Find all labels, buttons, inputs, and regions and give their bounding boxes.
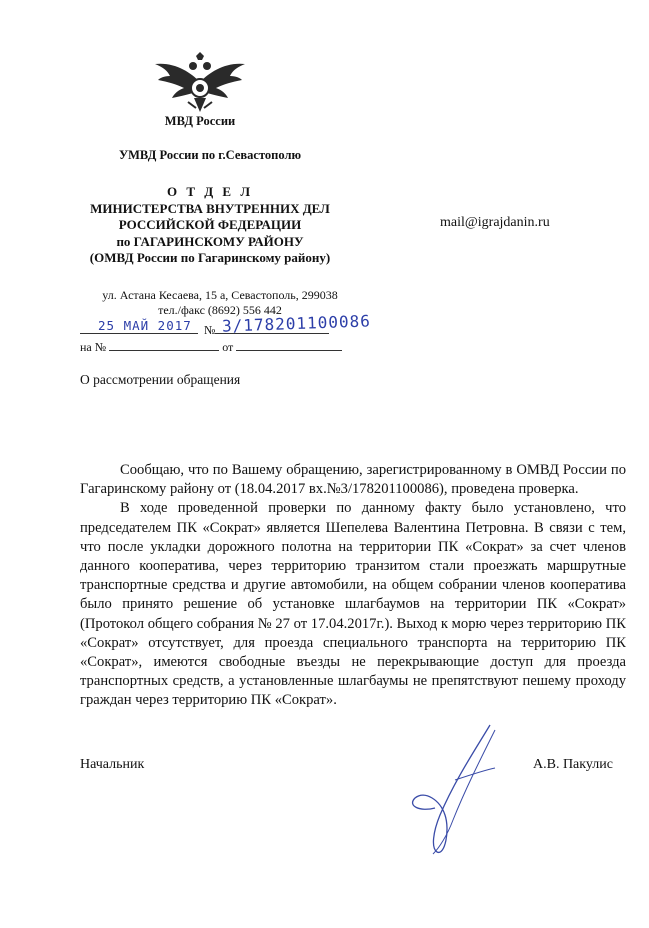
signatory-name: А.В. Пакулис — [533, 757, 613, 772]
subject-line: О рассмотрении обращения — [80, 372, 241, 387]
department-header — [60, 184, 360, 267]
phone: тел./факс (8692) 556 442 — [158, 303, 282, 317]
department-title: О Т Д Е Л — [166, 184, 254, 199]
department-line-1: МИНИСТЕРСТВА ВНУТРЕННИХ ДЕЛ — [90, 200, 330, 216]
department-line-4: (ОМВД России по Гагаринскому району) — [89, 250, 331, 265]
address: ул. Астана Кесаева, 15 а, Севастополь, 299038 — [102, 288, 338, 302]
from-blank — [236, 340, 342, 351]
reference-blank — [109, 340, 219, 351]
department-line-2: РОССИЙСКОЙ ФЕДЕРАЦИИ — [118, 217, 302, 232]
reference-line — [80, 340, 342, 355]
umvd-name: УМВД России по г.Севастополю — [118, 148, 302, 162]
mvd-eagle-emblem-icon — [150, 52, 250, 116]
registration-number: 3/178201100086 — [221, 311, 372, 336]
date-stamp: 25 МАЙ 2017 — [98, 318, 192, 333]
date-underline — [80, 333, 198, 334]
letter-body — [80, 461, 626, 711]
department-line-3: по ГАГАРИНСКОМУ РАЙОНУ — [116, 233, 304, 249]
body-paragraph-2: В ходе проведенной проверки по данному факту было установлено, что председателем ПК «Сократ» является Шепелева Валентина Петровна. В связи с тем, что после укладки дорожного полотна на территории ПК «Сократ» за счет членов данного кооператива, через территорию транзитом стали проезжать маршрутные транспортные средства и другие автомобили, на общем собрании членов кооператива было принято решение об установке шлагбаумов на территории ПК «Сократ» (Протокол общего собрания № 27 от 17.04.2017г.). Выход к морю через территорию ПК «Сократ» отсутствует, для проезда специального транспорта на территорию ПК «Сократ», имеются свободные въезды не перекрывающие доступ для проезда транспортных средств, а установленные шлагбаумы не препятствуют пешему проходу граждан через территорию ПК «Сократ». — [80, 500, 626, 709]
number-underline — [215, 333, 329, 334]
number-label: № — [204, 323, 216, 337]
signatory-position: Начальник — [80, 757, 145, 772]
from-label: от — [222, 340, 234, 354]
body-paragraph-1: Сообщаю, что по Вашему обращению, зарегистрированному в ОМВД России по Гагаринскому району от (18.04.2017 вх.№3/178201100086), проведена проверка. — [80, 462, 626, 498]
recipient-email: mail@igrajdanin.ru — [440, 215, 550, 230]
org-short-name: МВД России — [164, 114, 236, 128]
handwritten-signature-icon — [395, 720, 525, 860]
reference-label: на № — [80, 340, 107, 354]
